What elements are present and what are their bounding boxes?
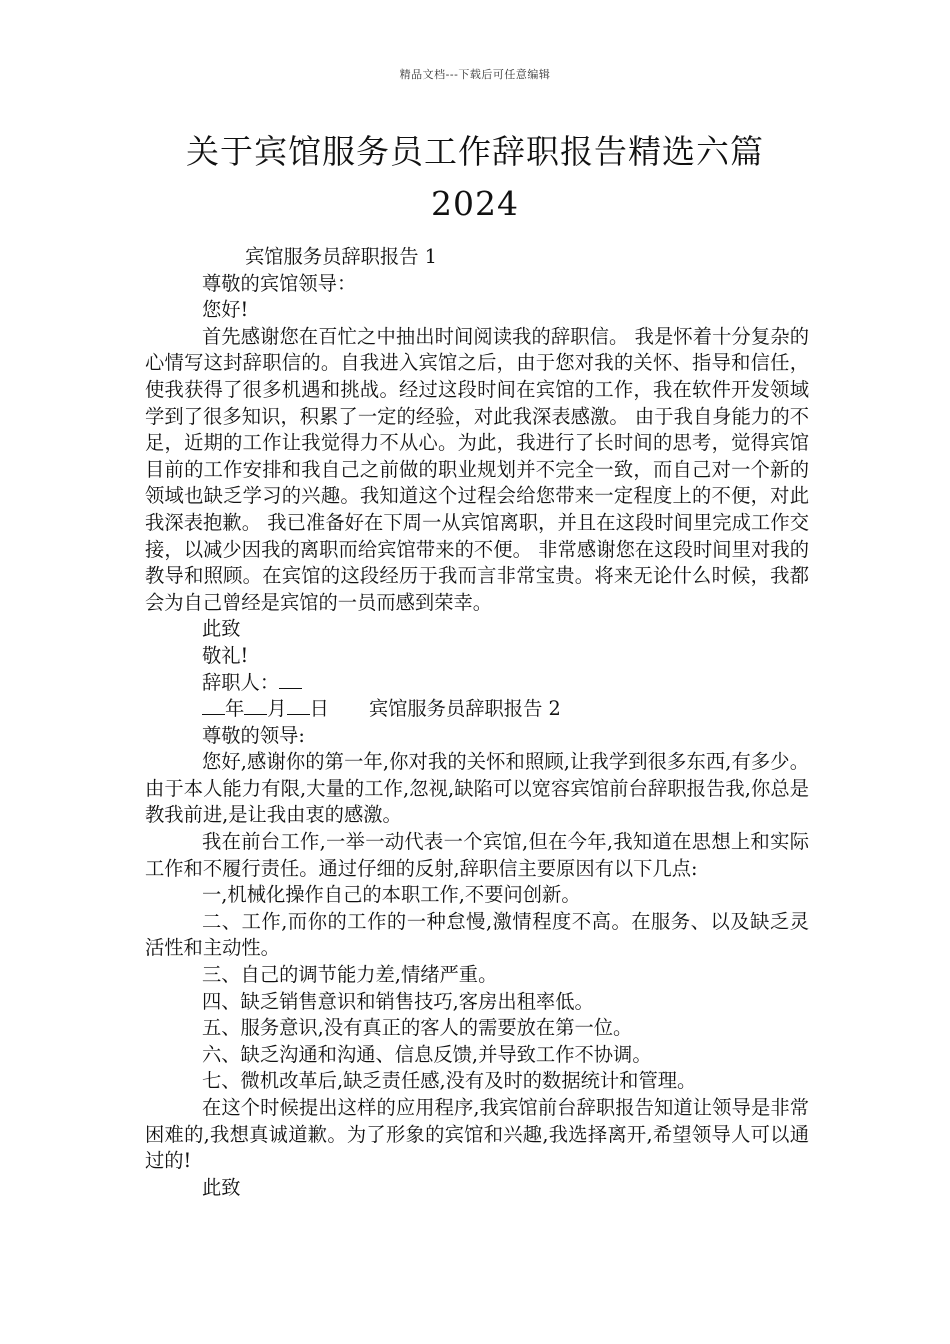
letter1-greeting: 您好! [202,298,249,322]
letter2-closing1: 此致 [202,1175,241,1199]
year-blank [202,696,225,715]
list-item: 六、缺乏沟通和沟通、信息反馈,并导致工作不协调。 [202,1042,652,1066]
letter2-para1: 您好,感谢你的第一年,你对我的关怀和照顾,让我学到很多东西,有多少。由于本人能力有限,大量的工作,忽视,缺陷可以宽容宾馆前台辞职报告我,你总是教我前进,是让我由衷的感激。 [145,750,809,827]
month-blank [244,696,267,715]
title-line-2: 2024 [431,184,519,223]
signer-blank [279,670,302,689]
list-item: 二、工作,而你的工作的一种怠慢,激情程度不高。在服务、以及缺乏灵活性和主动性。 [145,909,809,960]
title-line-1: 关于宾馆服务员工作辞职报告精选六篇 [186,132,764,171]
list-item: 四、缺乏销售意识和销售技巧,客房出租率低。 [202,989,594,1013]
signer-label: 辞职人： [202,670,280,694]
letter1-closing1: 此致 [202,617,241,641]
list-item: 三、自己的调节能力差,情绪严重。 [202,963,498,987]
letter1-heading: 宾馆服务员辞职报告 1 [245,245,437,268]
header-note: 精品文档---下载后可任意编辑 [399,68,551,81]
list-item: 七、微机改革后,缺乏责任感,没有及时的数据统计和管理。 [202,1069,697,1093]
date-month: 月 [267,697,287,721]
list-item: 一,机械化操作自己的本职工作,不要问创新。 [202,883,581,907]
letter1-closing2: 敬礼! [202,643,249,667]
document-body [145,244,809,1201]
letter2-para2: 我在前台工作,一举一动代表一个宾馆,但在今年,我知道在思想上和实际工作和不履行责任。通过仔细的反射,辞职信主要原因有以下几点: [145,830,809,880]
day-blank [287,696,310,715]
letter1-date-line [145,696,809,723]
date-day: 日 [309,697,329,721]
letter1-signer [145,670,809,697]
document-title [150,126,800,230]
letter2-salutation: 尊敬的领导: [202,723,305,747]
letter1-salutation: 尊敬的宾馆领导： [202,271,357,295]
letter2-para3: 在这个时候提出这样的应用程序,我宾馆前台辞职报告知道让领导是非常困难的,我想真诚道歉。为了形象的宾馆和兴趣,我选择离开,希望领导人可以通过的! [145,1096,809,1173]
letter2-heading: 宾馆服务员辞职报告 2 [368,697,561,721]
letter1-body: 首先感谢您在百忙之中抽出时间阅读我的辞职信。 我是怀着十分复杂的心情写这封辞职信的。自我进入宾馆之后，由于您对我的关怀、指导和信任，使我获得了很多机遇和挑战。经过这段时间在宾馆的工作，我在软件开发领域学到了很多知识，积累了一定的经验，对此我深表感激。 由于我自身能力的不足，近期的工作让我觉得力不从心。为此，我进行了长时间的思考，觉得宾馆目前的工作安排和我自己之前做的职业规划并不完全一致，而自己对一个新的领域也缺乏学习的兴趣。我知道这个过程会给您带来一定程度上的不便，对此我深表抱歉。 我已准备好在下周一从宾馆离职，并且在这段时间里完成工作交接，以减少因我的离职而给宾馆带来的不便。 非常感谢您在这段时间里对我的教导和照顾。在宾馆的这段经历于我而言非常宝贵。将来无论什么时候，我都会为自己曾经是宾馆的一员而感到荣幸。 [145,324,809,614]
date-year: 年 [225,697,245,721]
list-item: 五、服务意识,没有真正的客人的需要放在第一位。 [202,1016,633,1040]
